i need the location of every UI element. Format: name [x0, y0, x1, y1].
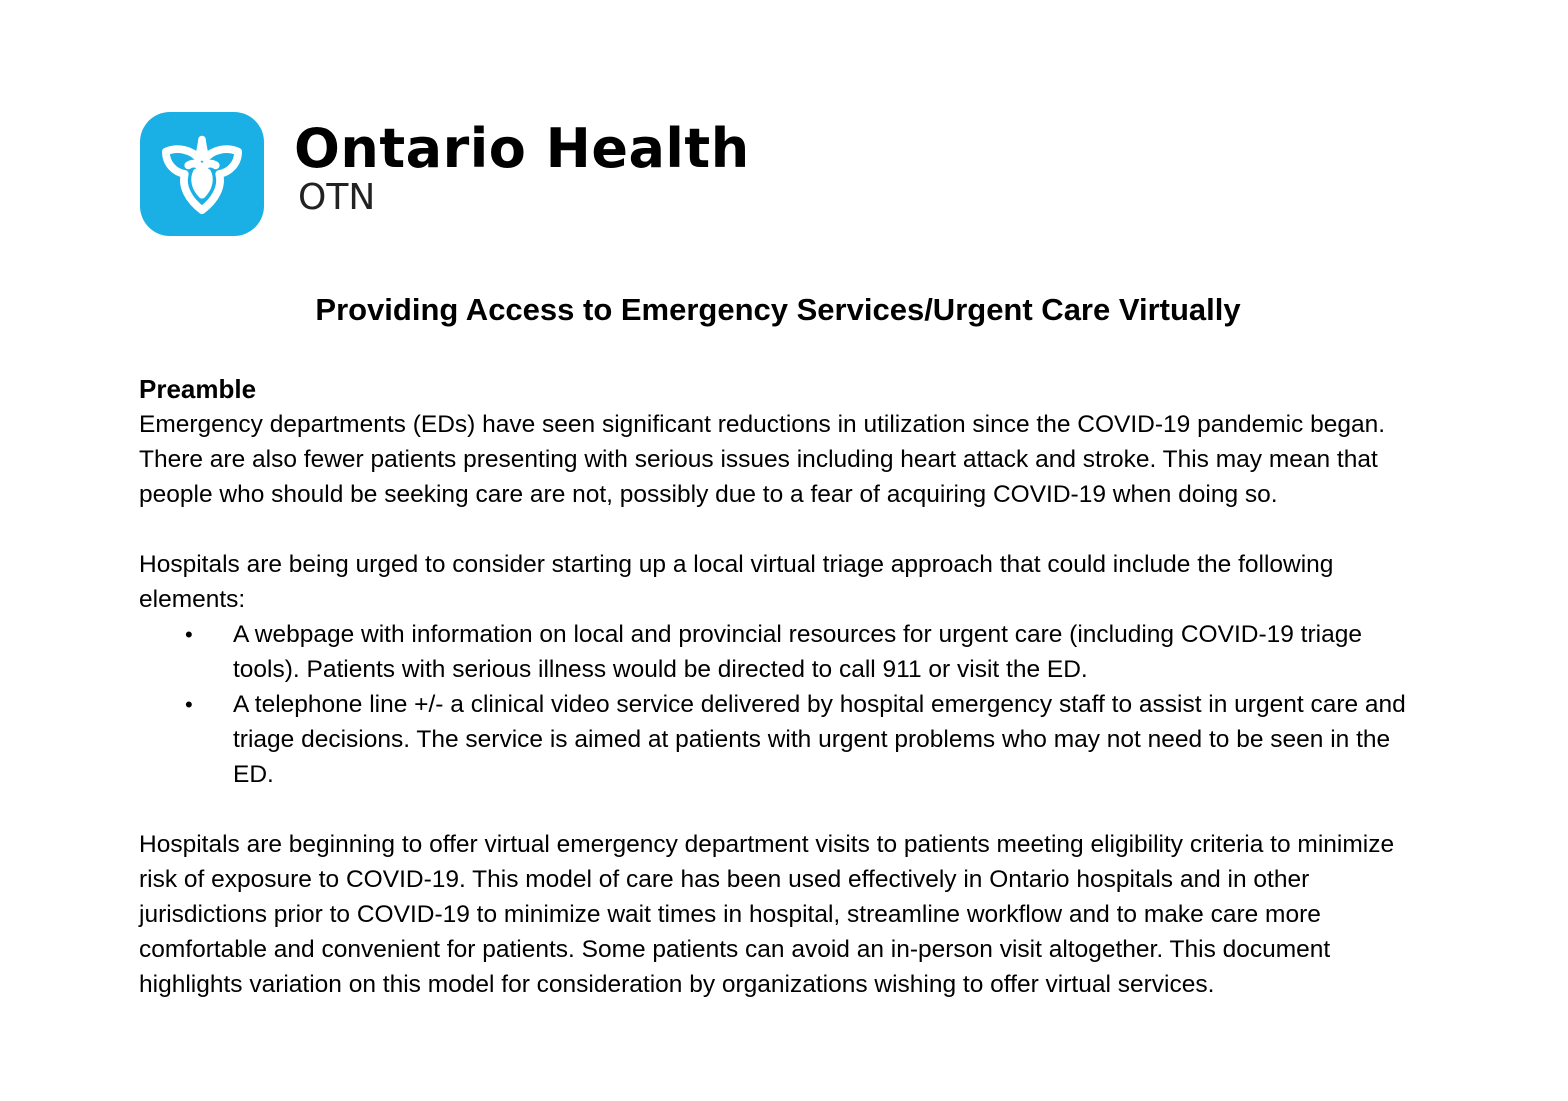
trillium-icon [140, 112, 264, 236]
paragraph: Hospitals are being urged to consider starting up a local virtual triage approach that could include the following elements: [139, 551, 1334, 613]
list-item [139, 617, 1429, 687]
list-item [139, 687, 1429, 792]
section-heading: Preamble [139, 374, 257, 404]
ontario-health-logo [140, 112, 750, 236]
list-item-text: A webpage with information on local and provincial resources for urgent care (including COVID-19 triage tools). Patients with serious illness would be directed to call 911 or visit the ED. [233, 621, 1362, 683]
bullet-icon: • [185, 692, 193, 717]
bullet-list [139, 617, 1429, 792]
paragraph: Hospitals are beginning to offer virtual emergency department visits to patients meeting eligibility criteria to minimize risk of exposure to COVID-19. This model of care has been used effectively in Ontario hospitals and in other jurisdictions prior to COVID-19 to minimize wait times in hospital, streamline workflow and to make care more comfortable and convenient for patients. Some patients can avoid an in-person visit altogether. This document highlights variation on this model for consideration by organizations wishing to offer virtual services. [139, 831, 1395, 998]
logo-subtitle: OTN [298, 177, 376, 218]
paragraph: Emergency departments (EDs) have seen significant reductions in utilization since the COVID-19 pandemic began. There are also fewer patients presenting with serious issues including heart attack and stroke. This may mean that people who should be seeking care are not, possibly due to a fear of acquiring COVID-19 when doing so. [139, 411, 1386, 508]
document-body [139, 372, 1429, 1002]
bullet-icon: • [185, 622, 193, 647]
logo-wordmark [294, 114, 750, 218]
list-item-text: A telephone line +/- a clinical video service delivered by hospital emergency staff to assist in urgent care and triage decisions. The service is aimed at patients with urgent problems who may not need to be seen in the ED. [233, 691, 1406, 788]
logo-name: Ontario Health [294, 117, 750, 180]
document-title: Providing Access to Emergency Services/Urgent Care Virtually [315, 292, 1241, 327]
